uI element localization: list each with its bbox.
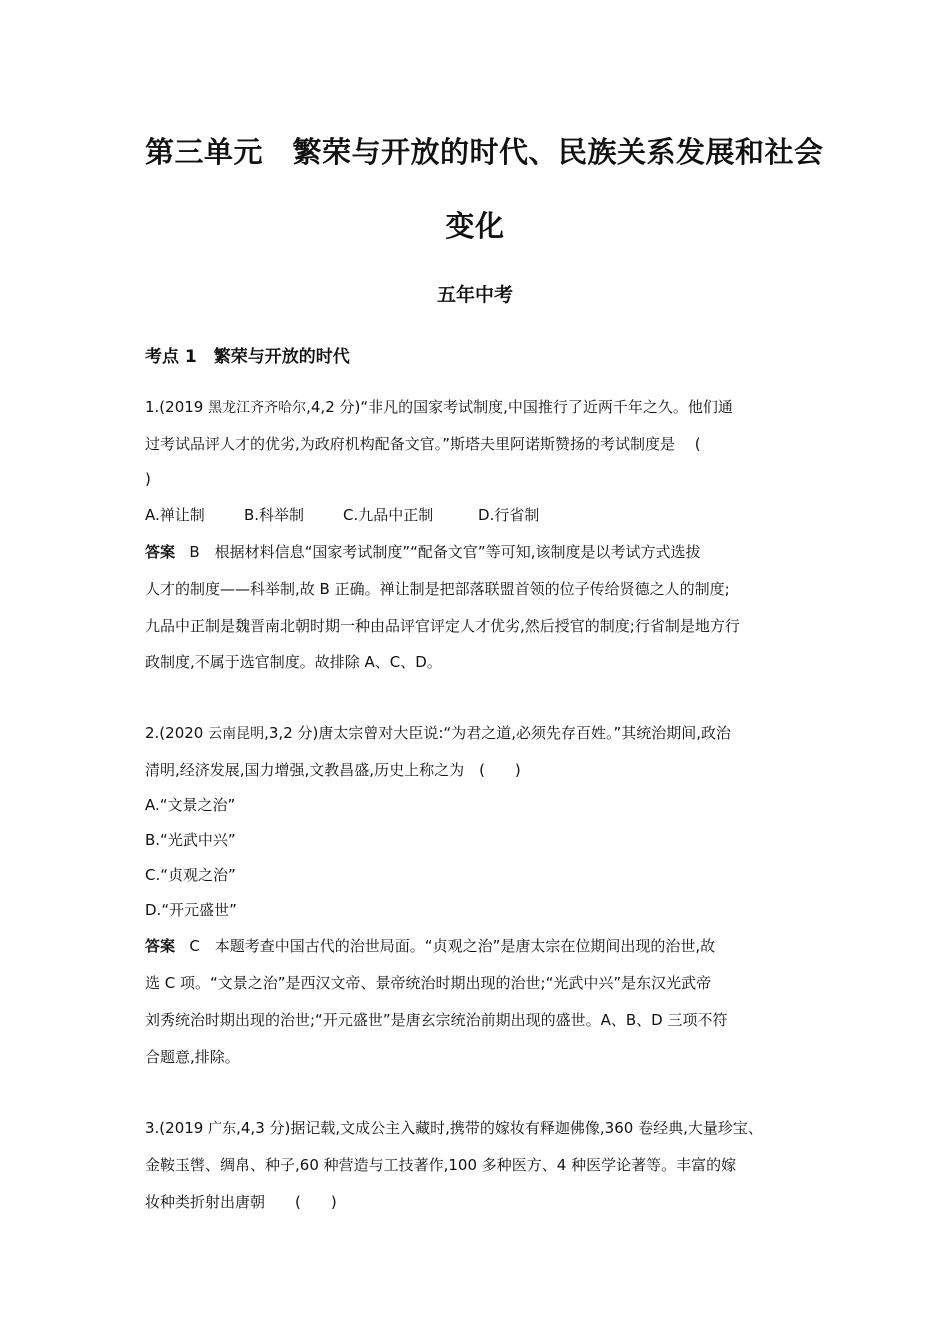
answer-2-text-1: C 本题考查中国古代的治世局面。“贞观之治”是唐太宗在位期间出现的治世,故 — [189, 937, 716, 955]
question-1-stem-start: “非凡的国家考试制度,中国推行了近两千年之久。他们通 — [360, 398, 733, 416]
question-1-line-1 — [145, 395, 733, 420]
question-2-option-d: D.“开元盛世” — [145, 901, 237, 919]
question-3-line-2: 金鞍玉辔、绸帛、种子,60 种营造与工技著作,100 多种医方、4 种医学论著等。丰富的嫁 — [145, 1156, 737, 1174]
question-1-source: 黑龙江齐齐哈尔 — [208, 400, 307, 416]
question-1-option-b: B.科举制 — [244, 506, 305, 524]
question-1-option-d: D.行省制 — [478, 506, 540, 524]
question-3-meta: ,4,3 分) — [236, 1119, 291, 1137]
question-3-number: 3.( — [145, 1119, 166, 1137]
question-1-option-a: A.禅让制 — [145, 506, 205, 524]
answer-2-label: 答案 — [145, 937, 176, 955]
question-2-meta: ,3,2 分) — [264, 724, 319, 742]
answer-1-line-4: 政制度,不属于选官制度。故排除 A、C、D。 — [145, 653, 442, 671]
question-1-options — [145, 503, 539, 527]
question-1-number: 1.( — [145, 398, 166, 416]
question-2-option-b: B.“光武中兴” — [145, 831, 236, 849]
question-2-number: 2.( — [145, 724, 166, 742]
answer-2-line-3: 刘秀统治时期出现的治世;“开元盛世”是唐玄宗统治前期出现的盛世。A、B、D 三项不符 — [145, 1011, 728, 1029]
question-3-line-3: 妆种类折射出唐朝 ( ) — [145, 1193, 337, 1211]
question-3-stem-start: 据记载,文成公主入藏时,携带的嫁妆有释迦佛像,360 卷经典,大量珍宝、 — [290, 1119, 763, 1137]
answer-2-line-2: 选 C 项。“文景之治”是西汉文帝、景帝统治时期出现的治世;“光武中兴”是东汉光武帝 — [145, 974, 712, 992]
section-subtitle: 五年中考 — [436, 284, 513, 306]
question-3-source: 广东 — [208, 1121, 237, 1137]
answer-1-line-1 — [145, 540, 700, 564]
question-2-line-2: 清明,经济发展,国力增强,文教昌盛,历史上称之为 ( ) — [145, 761, 521, 779]
question-2-option-c: C.“贞观之治” — [145, 866, 236, 884]
unit-title-line-1: 第三单元 繁荣与开放的时代、民族关系发展和社会 — [145, 135, 824, 169]
question-1-meta: ,4,2 分) — [306, 398, 361, 416]
unit-title-line-2: 变化 — [445, 209, 505, 243]
question-2-source: 云南昆明 — [208, 726, 265, 742]
question-2-stem-start: 唐太宗曾对大臣说:“为君之道,必须先存百姓。”其统治期间,政治 — [318, 724, 732, 742]
question-1-line-3: ) — [145, 470, 151, 488]
answer-2-line-4: 合题意,排除。 — [145, 1048, 240, 1066]
question-3-year: 2019 — [165, 1119, 209, 1137]
answer-2-line-1 — [145, 934, 715, 958]
answer-1-line-2: 人才的制度——科举制,故 B 正确。禅让制是把部落联盟首领的位子传给贤德之人的制度; — [145, 580, 730, 598]
answer-1-text-1: B 根据材料信息“国家考试制度”“配备文官”等可知,该制度是以考试方式选拔 — [189, 543, 701, 561]
topic-heading: 考点 1 繁荣与开放的时代 — [145, 347, 350, 367]
question-3-line-1 — [145, 1116, 763, 1141]
answer-1-label: 答案 — [145, 543, 176, 561]
question-2-year: 2020 — [165, 724, 209, 742]
answer-1-line-3: 九品中正制是魏晋南北朝时期一种由品评官评定人才优劣,然后授官的制度;行省制是地方行 — [145, 617, 740, 635]
question-1-option-c: C.九品中正制 — [343, 506, 434, 524]
question-1-year: 2019 — [165, 398, 209, 416]
question-2-option-a: A.“文景之治” — [145, 796, 236, 814]
question-2-line-1 — [145, 721, 731, 746]
question-1-line-2: 过考试品评人才的优劣,为政府机构配备文官。”斯塔夫里阿诺斯赞扬的考试制度是 ( — [145, 435, 701, 453]
